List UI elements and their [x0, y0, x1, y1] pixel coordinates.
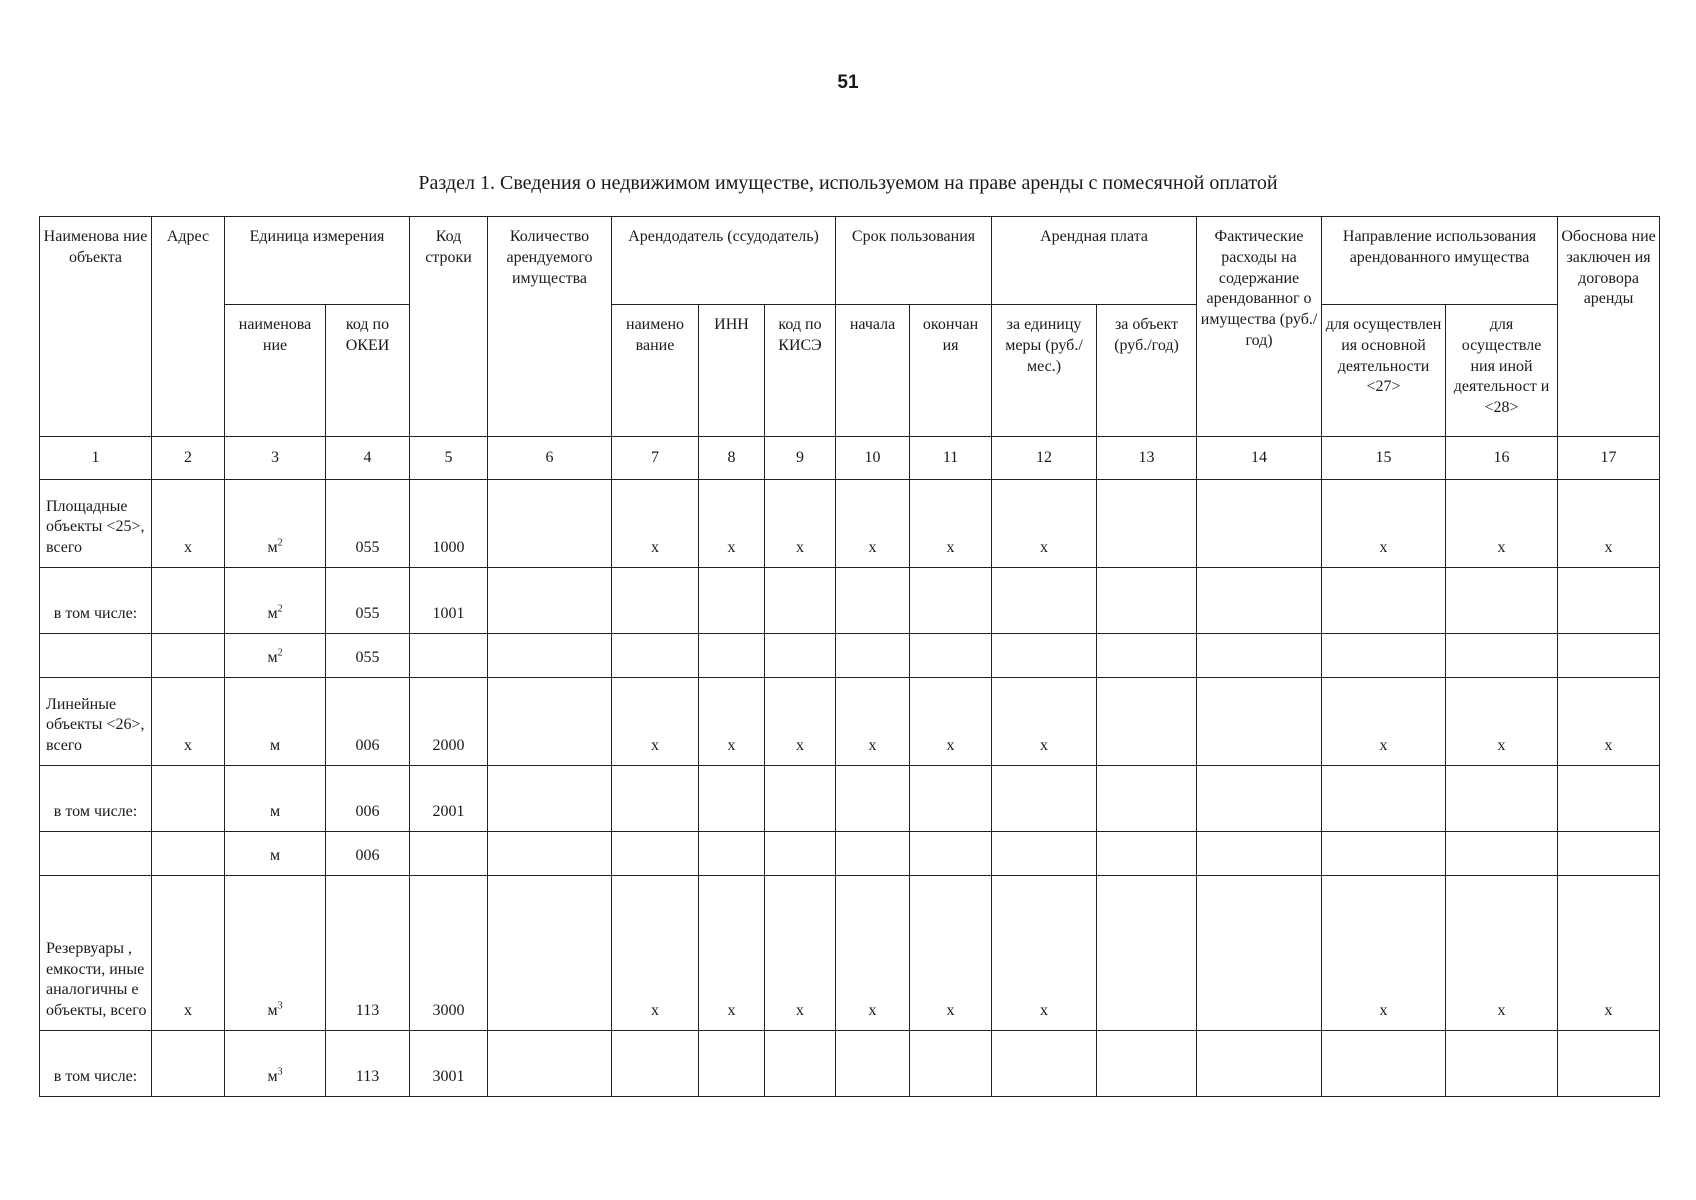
table-cell: x	[765, 678, 836, 766]
col-header-line-code: Код строки	[410, 217, 488, 437]
table-cell	[1197, 678, 1322, 766]
table-cell	[1322, 568, 1446, 634]
unit-exponent: 2	[277, 647, 283, 659]
section-title: Раздел 1. Сведения о недвижимом имуществе, используемом на праве аренды с помесячной оплатой	[418, 172, 1278, 194]
object-name-cell: Площадные объекты <25>, всего	[40, 480, 152, 568]
col-header-rent-per-unit: за единицу меры (руб./мес.)	[992, 305, 1097, 437]
table-cell	[1558, 1031, 1660, 1097]
col-header-usage-other: для осуществле ния иной деятельност и <28>	[1446, 305, 1558, 437]
table-cell: x	[612, 480, 699, 568]
table-cell: x	[1558, 480, 1660, 568]
table-cell	[1446, 634, 1558, 678]
table-cell: x	[1446, 480, 1558, 568]
unit-name-text: м	[267, 1002, 278, 1020]
column-number: 2	[152, 437, 225, 480]
table-cell	[488, 678, 612, 766]
table-cell: 113	[326, 1031, 410, 1097]
object-name-cell: в том числе:	[40, 1031, 152, 1097]
table-cell	[1097, 876, 1197, 1031]
table-cell	[612, 568, 699, 634]
table-cell: x	[1558, 876, 1660, 1031]
col-header-justification: Обоснова ние заключен ия договора аренды	[1558, 217, 1660, 437]
table-cell	[612, 832, 699, 876]
table-cell	[225, 766, 326, 832]
table-cell	[225, 634, 326, 678]
table-cell: x	[1446, 876, 1558, 1031]
table-cell	[765, 766, 836, 832]
col-header-lessor-kise: код по КИСЭ	[765, 305, 836, 437]
object-name-cell: Линейные объекты <26>, всего	[40, 678, 152, 766]
table-cell	[1558, 568, 1660, 634]
table-row	[40, 766, 1660, 832]
lease-property-table	[39, 216, 1660, 1097]
table-cell	[488, 876, 612, 1031]
col-header-term: Срок пользования	[836, 217, 992, 305]
header-row-2	[40, 305, 1660, 437]
table-cell	[1097, 634, 1197, 678]
table-cell	[1322, 766, 1446, 832]
table-row	[40, 832, 1660, 876]
table-cell	[152, 1031, 225, 1097]
col-header-quantity: Количество арендуемого имущества	[488, 217, 612, 437]
col-header-term-start: начала	[836, 305, 910, 437]
column-number: 7	[612, 437, 699, 480]
page-number: 51	[837, 72, 859, 93]
table-cell	[699, 832, 765, 876]
table-cell: x	[1446, 678, 1558, 766]
column-number: 11	[910, 437, 992, 480]
table-cell	[1197, 832, 1322, 876]
table-cell: x	[836, 678, 910, 766]
table-cell: x	[152, 876, 225, 1031]
table-cell	[410, 634, 488, 678]
column-number: 5	[410, 437, 488, 480]
table-cell	[612, 634, 699, 678]
table-cell	[992, 832, 1097, 876]
table-cell	[992, 568, 1097, 634]
column-number: 15	[1322, 437, 1446, 480]
col-header-lessor-inn: ИНН	[699, 305, 765, 437]
col-header-unit: Единица измерения	[225, 217, 410, 305]
table-cell: x	[152, 678, 225, 766]
col-header-unit-name: наименова ние	[225, 305, 326, 437]
table-row	[40, 480, 1660, 568]
table-cell	[488, 832, 612, 876]
table-cell	[488, 480, 612, 568]
table-cell	[1322, 832, 1446, 876]
column-number: 12	[992, 437, 1097, 480]
col-header-rent: Арендная плата	[992, 217, 1197, 305]
table-cell	[1322, 634, 1446, 678]
table-cell	[836, 766, 910, 832]
table-cell	[836, 832, 910, 876]
table-body	[40, 480, 1660, 1097]
table-cell: 006	[326, 832, 410, 876]
table-cell	[225, 876, 326, 1031]
unit-name-text: м	[267, 649, 278, 667]
table-cell	[765, 634, 836, 678]
table-cell	[612, 766, 699, 832]
unit-exponent: 2	[277, 537, 283, 549]
table-cell: x	[152, 480, 225, 568]
table-cell	[910, 766, 992, 832]
table-cell	[836, 568, 910, 634]
table-cell	[1197, 766, 1322, 832]
table-cell	[612, 1031, 699, 1097]
column-number: 8	[699, 437, 765, 480]
table-cell: x	[910, 876, 992, 1031]
table-cell	[836, 1031, 910, 1097]
table-cell: x	[1322, 876, 1446, 1031]
table-cell	[1558, 832, 1660, 876]
table-cell: x	[992, 678, 1097, 766]
table-cell: x	[699, 480, 765, 568]
column-number: 9	[765, 437, 836, 480]
table-cell	[1197, 568, 1322, 634]
table-cell: x	[612, 678, 699, 766]
col-header-usage: Направление использования арендованного имущества	[1322, 217, 1558, 305]
table-cell	[1446, 568, 1558, 634]
table-cell: x	[836, 480, 910, 568]
table-cell	[1197, 1031, 1322, 1097]
table-cell	[699, 634, 765, 678]
unit-exponent: 3	[277, 1000, 283, 1012]
unit-name-text: м	[269, 737, 281, 755]
table-row	[40, 876, 1660, 1031]
table-cell	[1197, 876, 1322, 1031]
table-cell: 3000	[410, 876, 488, 1031]
table-cell	[152, 832, 225, 876]
column-number: 1	[40, 437, 152, 480]
col-header-lessor-name: наимено вание	[612, 305, 699, 437]
header-row-1	[40, 217, 1660, 305]
table-cell	[225, 1031, 326, 1097]
table-cell	[992, 1031, 1097, 1097]
unit-exponent: 3	[277, 1066, 283, 1078]
table-cell	[152, 568, 225, 634]
table-cell	[1322, 1031, 1446, 1097]
column-number: 16	[1446, 437, 1558, 480]
table-cell: x	[992, 480, 1097, 568]
table-row	[40, 568, 1660, 634]
table-cell	[225, 678, 326, 766]
unit-name-text: м	[267, 539, 278, 557]
table-cell	[1446, 832, 1558, 876]
unit-exponent: 2	[277, 603, 283, 615]
table-cell	[488, 568, 612, 634]
table-cell: x	[699, 678, 765, 766]
table-cell	[1197, 634, 1322, 678]
table-cell	[1446, 766, 1558, 832]
table-cell: x	[910, 678, 992, 766]
unit-name-text: м	[269, 847, 281, 865]
table-cell	[225, 568, 326, 634]
table-cell	[910, 832, 992, 876]
table-cell	[765, 832, 836, 876]
column-number: 10	[836, 437, 910, 480]
table-cell	[699, 568, 765, 634]
table-cell	[992, 766, 1097, 832]
table-cell	[1097, 766, 1197, 832]
table-row	[40, 1031, 1660, 1097]
col-header-usage-main: для осуществлен ия основной деятельности <27>	[1322, 305, 1446, 437]
table-cell: 006	[326, 766, 410, 832]
table-cell	[225, 480, 326, 568]
table-cell: 055	[326, 480, 410, 568]
table-cell	[699, 1031, 765, 1097]
column-number: 4	[326, 437, 410, 480]
column-number: 13	[1097, 437, 1197, 480]
table-cell	[225, 832, 326, 876]
col-header-lessor: Арендодатель (ссудодатель)	[612, 217, 836, 305]
table-cell: x	[910, 480, 992, 568]
table-cell: x	[1558, 678, 1660, 766]
table-row	[40, 678, 1660, 766]
table-cell	[488, 634, 612, 678]
table-cell	[152, 634, 225, 678]
table-cell	[1558, 766, 1660, 832]
col-header-unit-okei: код по ОКЕИ	[326, 305, 410, 437]
table-cell: 2001	[410, 766, 488, 832]
table-cell: x	[992, 876, 1097, 1031]
table-cell: 1000	[410, 480, 488, 568]
table-cell: x	[765, 480, 836, 568]
table-cell	[152, 766, 225, 832]
object-name-cell: в том числе:	[40, 766, 152, 832]
table-cell	[1097, 832, 1197, 876]
table-cell: x	[699, 876, 765, 1031]
unit-name-text: м	[267, 1068, 278, 1086]
table-cell: x	[1322, 480, 1446, 568]
table-cell	[836, 634, 910, 678]
object-name-cell	[40, 634, 152, 678]
table-row	[40, 634, 1660, 678]
table-cell	[488, 766, 612, 832]
table-cell: 006	[326, 678, 410, 766]
col-header-term-end: окончан ия	[910, 305, 992, 437]
object-name-cell: в том числе:	[40, 568, 152, 634]
table-cell: x	[765, 876, 836, 1031]
unit-name-text: м	[267, 605, 278, 623]
table-cell	[910, 568, 992, 634]
table-cell: 2000	[410, 678, 488, 766]
column-number: 17	[1558, 437, 1660, 480]
table-cell	[1097, 1031, 1197, 1097]
table-cell	[1446, 1031, 1558, 1097]
table-cell: 113	[326, 876, 410, 1031]
object-name-cell	[40, 832, 152, 876]
table-cell	[1097, 480, 1197, 568]
table-cell	[1097, 568, 1197, 634]
col-header-address: Адрес	[152, 217, 225, 437]
object-name-cell: Резервуары , емкости, иные аналогичны е объекты, всего	[40, 876, 152, 1031]
table-cell	[488, 1031, 612, 1097]
table-cell: 055	[326, 568, 410, 634]
column-number: 14	[1197, 437, 1322, 480]
col-header-actual-costs: Фактические расходы на содержание арендованног о имущества (руб./год)	[1197, 217, 1322, 437]
table-cell	[910, 634, 992, 678]
table-cell: x	[836, 876, 910, 1031]
column-number: 6	[488, 437, 612, 480]
column-number-row	[40, 437, 1660, 480]
col-header-name: Наименова ние объекта	[40, 217, 152, 437]
table-cell	[699, 766, 765, 832]
table-cell	[910, 1031, 992, 1097]
table-cell: 3001	[410, 1031, 488, 1097]
column-number: 3	[225, 437, 326, 480]
table-cell: 1001	[410, 568, 488, 634]
table-cell	[1097, 678, 1197, 766]
table-cell	[765, 568, 836, 634]
col-header-rent-per-object: за объект (руб./год)	[1097, 305, 1197, 437]
unit-name-text: м	[269, 803, 281, 821]
table-cell	[765, 1031, 836, 1097]
table-cell	[410, 832, 488, 876]
table-cell	[992, 634, 1097, 678]
table-cell: x	[612, 876, 699, 1031]
table-cell	[1558, 634, 1660, 678]
table-cell: 055	[326, 634, 410, 678]
table-cell: x	[1322, 678, 1446, 766]
table-cell	[1197, 480, 1322, 568]
